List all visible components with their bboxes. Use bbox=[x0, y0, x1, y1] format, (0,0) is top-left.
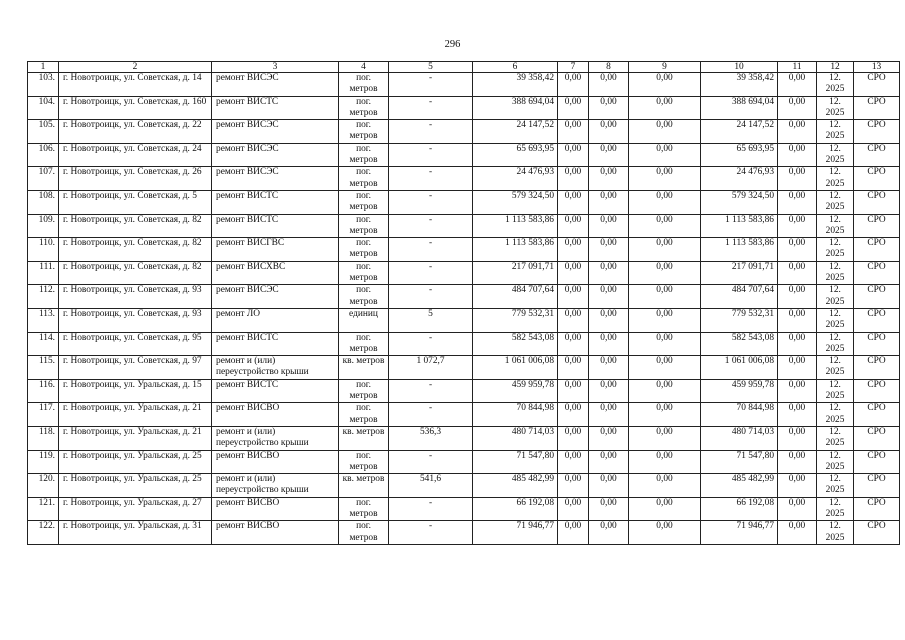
cell-col-8: 0,00 bbox=[589, 120, 629, 144]
cell-col-7: 0,00 bbox=[558, 356, 589, 380]
cell-total-cost: 70 844,98 bbox=[473, 403, 558, 427]
cell-col-8: 0,00 bbox=[589, 214, 629, 238]
cell-quantity: 5 bbox=[389, 308, 473, 332]
cell-col-10: 480 714,03 bbox=[701, 426, 778, 450]
cell-col-7: 0,00 bbox=[558, 521, 589, 545]
cell-col-8: 0,00 bbox=[589, 167, 629, 191]
cell-deadline: 12. 2025 bbox=[817, 332, 854, 356]
cell-total-cost: 582 543,08 bbox=[473, 332, 558, 356]
cell-row-number: 120. bbox=[28, 474, 59, 498]
table-row bbox=[28, 426, 900, 450]
cell-work-type: ремонт ВИСТС bbox=[212, 96, 339, 120]
cell-method: СРО bbox=[854, 497, 900, 521]
cell-deadline: 12. 2025 bbox=[817, 190, 854, 214]
cell-work-type: ремонт ВИСВО bbox=[212, 403, 339, 427]
cell-col-8: 0,00 bbox=[589, 426, 629, 450]
cell-work-type: ремонт ЛО bbox=[212, 308, 339, 332]
cell-col-7: 0,00 bbox=[558, 403, 589, 427]
cell-address: г. Новотроицк, ул. Уральская, д. 25 bbox=[59, 474, 212, 498]
cell-col-7: 0,00 bbox=[558, 238, 589, 262]
cell-col-10: 388 694,04 bbox=[701, 96, 778, 120]
cell-total-cost: 24 147,52 bbox=[473, 120, 558, 144]
cell-col-9: 0,00 bbox=[629, 308, 701, 332]
header-cell: 13 bbox=[854, 62, 900, 73]
cell-quantity: - bbox=[389, 96, 473, 120]
cell-col-10: 579 324,50 bbox=[701, 190, 778, 214]
cell-col-9: 0,00 bbox=[629, 214, 701, 238]
cell-col-9: 0,00 bbox=[629, 190, 701, 214]
cell-col-7: 0,00 bbox=[558, 73, 589, 97]
cell-col-8: 0,00 bbox=[589, 285, 629, 309]
cell-row-number: 103. bbox=[28, 73, 59, 97]
cell-row-number: 113. bbox=[28, 308, 59, 332]
cell-row-number: 114. bbox=[28, 332, 59, 356]
cell-col-8: 0,00 bbox=[589, 261, 629, 285]
cell-unit: кв. метров bbox=[339, 474, 389, 498]
cell-total-cost: 71 547,80 bbox=[473, 450, 558, 474]
cell-method: СРО bbox=[854, 450, 900, 474]
page-number: 296 bbox=[444, 39, 461, 50]
cell-address: г. Новотроицк, ул. Советская, д. 97 bbox=[59, 356, 212, 380]
cell-address: г. Новотроицк, ул. Советская, д. 82 bbox=[59, 214, 212, 238]
cell-total-cost: 1 113 583,86 bbox=[473, 214, 558, 238]
cell-col-8: 0,00 bbox=[589, 238, 629, 262]
cell-col-7: 0,00 bbox=[558, 379, 589, 403]
table-row bbox=[28, 261, 900, 285]
cell-address: г. Новотроицк, ул. Уральская, д. 25 bbox=[59, 450, 212, 474]
cell-col-11: 0,00 bbox=[778, 521, 817, 545]
cell-quantity: - bbox=[389, 332, 473, 356]
cell-col-11: 0,00 bbox=[778, 167, 817, 191]
cell-address: г. Новотроицк, ул. Советская, д. 82 bbox=[59, 261, 212, 285]
header-cell: 12 bbox=[817, 62, 854, 73]
table-body bbox=[28, 62, 900, 545]
cell-method: СРО bbox=[854, 474, 900, 498]
cell-method: СРО bbox=[854, 167, 900, 191]
cell-work-type: ремонт ВИСТС bbox=[212, 332, 339, 356]
cell-col-9: 0,00 bbox=[629, 285, 701, 309]
cell-address: г. Новотроицк, ул. Советская, д. 95 bbox=[59, 332, 212, 356]
cell-row-number: 104. bbox=[28, 96, 59, 120]
cell-unit: пог. метров bbox=[339, 73, 389, 97]
cell-row-number: 122. bbox=[28, 521, 59, 545]
cell-work-type: ремонт и (или) переустройство крыши bbox=[212, 426, 339, 450]
cell-method: СРО bbox=[854, 214, 900, 238]
cell-row-number: 112. bbox=[28, 285, 59, 309]
cell-col-10: 70 844,98 bbox=[701, 403, 778, 427]
cell-col-11: 0,00 bbox=[778, 261, 817, 285]
cell-row-number: 119. bbox=[28, 450, 59, 474]
header-cell: 1 bbox=[28, 62, 59, 73]
cell-row-number: 108. bbox=[28, 190, 59, 214]
cell-col-10: 24 147,52 bbox=[701, 120, 778, 144]
cell-unit: пог. метров bbox=[339, 190, 389, 214]
cell-quantity: - bbox=[389, 214, 473, 238]
header-cell: 10 bbox=[701, 62, 778, 73]
cell-row-number: 121. bbox=[28, 497, 59, 521]
table-row bbox=[28, 238, 900, 262]
cell-deadline: 12. 2025 bbox=[817, 120, 854, 144]
table-row bbox=[28, 474, 900, 498]
table-row bbox=[28, 120, 900, 144]
cell-unit: пог. метров bbox=[339, 403, 389, 427]
cell-work-type: ремонт ВИСХВС bbox=[212, 261, 339, 285]
cell-col-11: 0,00 bbox=[778, 497, 817, 521]
cell-col-7: 0,00 bbox=[558, 474, 589, 498]
cell-col-8: 0,00 bbox=[589, 450, 629, 474]
cell-quantity: - bbox=[389, 73, 473, 97]
cell-address: г. Новотроицк, ул. Уральская, д. 31 bbox=[59, 521, 212, 545]
table-row bbox=[28, 521, 900, 545]
cell-col-7: 0,00 bbox=[558, 120, 589, 144]
cell-unit: пог. метров bbox=[339, 450, 389, 474]
cell-col-11: 0,00 bbox=[778, 474, 817, 498]
cell-deadline: 12. 2025 bbox=[817, 238, 854, 262]
header-row bbox=[28, 62, 900, 73]
cell-method: СРО bbox=[854, 120, 900, 144]
cell-unit: пог. метров bbox=[339, 96, 389, 120]
cell-address: г. Новотроицк, ул. Советская, д. 82 bbox=[59, 238, 212, 262]
cell-address: г. Новотроицк, ул. Советская, д. 93 bbox=[59, 285, 212, 309]
cell-col-10: 39 358,42 bbox=[701, 73, 778, 97]
cell-work-type: ремонт ВИСТС bbox=[212, 190, 339, 214]
table-row bbox=[28, 332, 900, 356]
cell-quantity: - bbox=[389, 379, 473, 403]
cell-col-11: 0,00 bbox=[778, 143, 817, 167]
table-row bbox=[28, 167, 900, 191]
cell-quantity: - bbox=[389, 403, 473, 427]
cell-col-9: 0,00 bbox=[629, 450, 701, 474]
cell-col-7: 0,00 bbox=[558, 450, 589, 474]
cell-row-number: 116. bbox=[28, 379, 59, 403]
cell-col-8: 0,00 bbox=[589, 73, 629, 97]
cell-col-11: 0,00 bbox=[778, 356, 817, 380]
cell-unit: пог. метров bbox=[339, 332, 389, 356]
cell-col-8: 0,00 bbox=[589, 96, 629, 120]
cell-deadline: 12. 2025 bbox=[817, 261, 854, 285]
header-cell: 6 bbox=[473, 62, 558, 73]
cell-unit: пог. метров bbox=[339, 238, 389, 262]
cell-col-11: 0,00 bbox=[778, 379, 817, 403]
cell-work-type: ремонт ВИСВО bbox=[212, 521, 339, 545]
works-table bbox=[27, 61, 900, 545]
cell-deadline: 12. 2025 bbox=[817, 214, 854, 238]
cell-col-11: 0,00 bbox=[778, 450, 817, 474]
cell-address: г. Новотроицк, ул. Уральская, д. 21 bbox=[59, 426, 212, 450]
cell-col-9: 0,00 bbox=[629, 474, 701, 498]
cell-col-9: 0,00 bbox=[629, 238, 701, 262]
cell-address: г. Новотроицк, ул. Уральская, д. 15 bbox=[59, 379, 212, 403]
cell-col-8: 0,00 bbox=[589, 190, 629, 214]
header-cell: 2 bbox=[59, 62, 212, 73]
cell-method: СРО bbox=[854, 238, 900, 262]
cell-col-8: 0,00 bbox=[589, 308, 629, 332]
cell-col-9: 0,00 bbox=[629, 167, 701, 191]
table-row bbox=[28, 143, 900, 167]
cell-unit: кв. метров bbox=[339, 356, 389, 380]
cell-unit: пог. метров bbox=[339, 120, 389, 144]
table-row bbox=[28, 73, 900, 97]
cell-quantity: - bbox=[389, 285, 473, 309]
table-row bbox=[28, 308, 900, 332]
cell-col-10: 779 532,31 bbox=[701, 308, 778, 332]
cell-col-11: 0,00 bbox=[778, 73, 817, 97]
table-row bbox=[28, 96, 900, 120]
cell-col-10: 1 061 006,08 bbox=[701, 356, 778, 380]
cell-work-type: ремонт ВИСЭС bbox=[212, 73, 339, 97]
cell-total-cost: 579 324,50 bbox=[473, 190, 558, 214]
cell-col-7: 0,00 bbox=[558, 143, 589, 167]
cell-quantity: 536,3 bbox=[389, 426, 473, 450]
cell-col-8: 0,00 bbox=[589, 474, 629, 498]
cell-method: СРО bbox=[854, 261, 900, 285]
cell-col-9: 0,00 bbox=[629, 356, 701, 380]
cell-deadline: 12. 2025 bbox=[817, 450, 854, 474]
cell-col-10: 1 113 583,86 bbox=[701, 238, 778, 262]
cell-unit: пог. метров bbox=[339, 143, 389, 167]
cell-col-11: 0,00 bbox=[778, 214, 817, 238]
cell-method: СРО bbox=[854, 308, 900, 332]
cell-address: г. Новотроицк, ул. Советская, д. 22 bbox=[59, 120, 212, 144]
header-cell: 5 bbox=[389, 62, 473, 73]
cell-quantity: - bbox=[389, 450, 473, 474]
cell-col-10: 71 547,80 bbox=[701, 450, 778, 474]
cell-col-9: 0,00 bbox=[629, 521, 701, 545]
cell-total-cost: 66 192,08 bbox=[473, 497, 558, 521]
cell-method: СРО bbox=[854, 426, 900, 450]
cell-method: СРО bbox=[854, 332, 900, 356]
cell-unit: пог. метров bbox=[339, 261, 389, 285]
cell-col-10: 582 543,08 bbox=[701, 332, 778, 356]
cell-method: СРО bbox=[854, 379, 900, 403]
cell-col-8: 0,00 bbox=[589, 497, 629, 521]
cell-col-9: 0,00 bbox=[629, 261, 701, 285]
table-row bbox=[28, 403, 900, 427]
header-cell: 4 bbox=[339, 62, 389, 73]
cell-total-cost: 779 532,31 bbox=[473, 308, 558, 332]
header-cell: 7 bbox=[558, 62, 589, 73]
cell-col-8: 0,00 bbox=[589, 521, 629, 545]
cell-total-cost: 388 694,04 bbox=[473, 96, 558, 120]
cell-total-cost: 480 714,03 bbox=[473, 426, 558, 450]
cell-col-9: 0,00 bbox=[629, 332, 701, 356]
cell-quantity: - bbox=[389, 238, 473, 262]
cell-deadline: 12. 2025 bbox=[817, 497, 854, 521]
cell-col-10: 484 707,64 bbox=[701, 285, 778, 309]
cell-quantity: - bbox=[389, 497, 473, 521]
cell-method: СРО bbox=[854, 356, 900, 380]
cell-quantity: - bbox=[389, 143, 473, 167]
cell-col-7: 0,00 bbox=[558, 214, 589, 238]
cell-col-7: 0,00 bbox=[558, 261, 589, 285]
cell-col-8: 0,00 bbox=[589, 403, 629, 427]
cell-col-7: 0,00 bbox=[558, 285, 589, 309]
cell-deadline: 12. 2025 bbox=[817, 379, 854, 403]
cell-address: г. Новотроицк, ул. Советская, д. 5 bbox=[59, 190, 212, 214]
cell-address: г. Новотроицк, ул. Уральская, д. 27 bbox=[59, 497, 212, 521]
cell-method: СРО bbox=[854, 190, 900, 214]
cell-method: СРО bbox=[854, 73, 900, 97]
cell-col-11: 0,00 bbox=[778, 426, 817, 450]
cell-work-type: ремонт ВИСТС bbox=[212, 214, 339, 238]
cell-work-type: ремонт ВИСВО bbox=[212, 497, 339, 521]
cell-unit: пог. метров bbox=[339, 521, 389, 545]
cell-work-type: ремонт ВИСЭС bbox=[212, 143, 339, 167]
cell-col-9: 0,00 bbox=[629, 426, 701, 450]
cell-total-cost: 71 946,77 bbox=[473, 521, 558, 545]
table-row bbox=[28, 356, 900, 380]
cell-col-8: 0,00 bbox=[589, 332, 629, 356]
table-row bbox=[28, 285, 900, 309]
cell-unit: пог. метров bbox=[339, 167, 389, 191]
cell-deadline: 12. 2025 bbox=[817, 356, 854, 380]
cell-col-10: 24 476,93 bbox=[701, 167, 778, 191]
cell-unit: кв. метров bbox=[339, 426, 389, 450]
cell-col-10: 1 113 583,86 bbox=[701, 214, 778, 238]
cell-deadline: 12. 2025 bbox=[817, 73, 854, 97]
cell-col-9: 0,00 bbox=[629, 379, 701, 403]
cell-unit: пог. метров bbox=[339, 285, 389, 309]
cell-quantity: - bbox=[389, 521, 473, 545]
cell-col-7: 0,00 bbox=[558, 167, 589, 191]
cell-col-11: 0,00 bbox=[778, 190, 817, 214]
cell-col-7: 0,00 bbox=[558, 96, 589, 120]
cell-total-cost: 217 091,71 bbox=[473, 261, 558, 285]
cell-quantity: - bbox=[389, 120, 473, 144]
cell-address: г. Новотроицк, ул. Советская, д. 24 bbox=[59, 143, 212, 167]
cell-total-cost: 39 358,42 bbox=[473, 73, 558, 97]
table-row bbox=[28, 450, 900, 474]
table-row bbox=[28, 497, 900, 521]
cell-col-10: 485 482,99 bbox=[701, 474, 778, 498]
cell-row-number: 107. bbox=[28, 167, 59, 191]
cell-col-9: 0,00 bbox=[629, 143, 701, 167]
cell-total-cost: 1 113 583,86 bbox=[473, 238, 558, 262]
cell-address: г. Новотроицк, ул. Советская, д. 14 bbox=[59, 73, 212, 97]
cell-row-number: 118. bbox=[28, 426, 59, 450]
cell-quantity: - bbox=[389, 261, 473, 285]
table-row bbox=[28, 190, 900, 214]
cell-col-8: 0,00 bbox=[589, 356, 629, 380]
cell-deadline: 12. 2025 bbox=[817, 426, 854, 450]
cell-col-9: 0,00 bbox=[629, 403, 701, 427]
cell-col-7: 0,00 bbox=[558, 426, 589, 450]
cell-address: г. Новотроицк, ул. Советская, д. 26 bbox=[59, 167, 212, 191]
cell-total-cost: 24 476,93 bbox=[473, 167, 558, 191]
cell-total-cost: 484 707,64 bbox=[473, 285, 558, 309]
cell-method: СРО bbox=[854, 96, 900, 120]
table-row bbox=[28, 214, 900, 238]
cell-col-8: 0,00 bbox=[589, 143, 629, 167]
cell-unit: пог. метров bbox=[339, 379, 389, 403]
cell-col-9: 0,00 bbox=[629, 73, 701, 97]
cell-unit: пог. метров bbox=[339, 497, 389, 521]
cell-quantity: 541,6 bbox=[389, 474, 473, 498]
cell-row-number: 110. bbox=[28, 238, 59, 262]
cell-row-number: 117. bbox=[28, 403, 59, 427]
cell-work-type: ремонт ВИСГВС bbox=[212, 238, 339, 262]
cell-method: СРО bbox=[854, 285, 900, 309]
cell-deadline: 12. 2025 bbox=[817, 308, 854, 332]
cell-col-11: 0,00 bbox=[778, 285, 817, 309]
cell-col-11: 0,00 bbox=[778, 308, 817, 332]
cell-deadline: 12. 2025 bbox=[817, 474, 854, 498]
cell-deadline: 12. 2025 bbox=[817, 143, 854, 167]
table-row bbox=[28, 379, 900, 403]
header-cell: 11 bbox=[778, 62, 817, 73]
cell-row-number: 105. bbox=[28, 120, 59, 144]
cell-deadline: 12. 2025 bbox=[817, 403, 854, 427]
cell-col-8: 0,00 bbox=[589, 379, 629, 403]
cell-address: г. Новотроицк, ул. Советская, д. 160 bbox=[59, 96, 212, 120]
cell-col-10: 71 946,77 bbox=[701, 521, 778, 545]
cell-work-type: ремонт ВИСЭС bbox=[212, 120, 339, 144]
cell-quantity: 1 072,7 bbox=[389, 356, 473, 380]
cell-col-7: 0,00 bbox=[558, 308, 589, 332]
cell-col-7: 0,00 bbox=[558, 332, 589, 356]
cell-method: СРО bbox=[854, 403, 900, 427]
cell-total-cost: 1 061 006,08 bbox=[473, 356, 558, 380]
cell-unit: пог. метров bbox=[339, 214, 389, 238]
cell-col-10: 66 192,08 bbox=[701, 497, 778, 521]
cell-address: г. Новотроицк, ул. Уральская, д. 21 bbox=[59, 403, 212, 427]
header-cell: 9 bbox=[629, 62, 701, 73]
cell-method: СРО bbox=[854, 143, 900, 167]
cell-work-type: ремонт и (или) переустройство крыши bbox=[212, 356, 339, 380]
cell-work-type: ремонт ВИСЭС bbox=[212, 285, 339, 309]
cell-deadline: 12. 2025 bbox=[817, 96, 854, 120]
cell-quantity: - bbox=[389, 167, 473, 191]
cell-deadline: 12. 2025 bbox=[817, 167, 854, 191]
cell-col-11: 0,00 bbox=[778, 96, 817, 120]
cell-row-number: 106. bbox=[28, 143, 59, 167]
cell-col-9: 0,00 bbox=[629, 497, 701, 521]
cell-work-type: ремонт и (или) переустройство крыши bbox=[212, 474, 339, 498]
cell-deadline: 12. 2025 bbox=[817, 285, 854, 309]
header-cell: 3 bbox=[212, 62, 339, 73]
cell-col-11: 0,00 bbox=[778, 403, 817, 427]
cell-work-type: ремонт ВИСВО bbox=[212, 450, 339, 474]
cell-col-11: 0,00 bbox=[778, 332, 817, 356]
cell-method: СРО bbox=[854, 521, 900, 545]
cell-col-7: 0,00 bbox=[558, 190, 589, 214]
cell-row-number: 109. bbox=[28, 214, 59, 238]
cell-deadline: 12. 2025 bbox=[817, 521, 854, 545]
cell-col-7: 0,00 bbox=[558, 497, 589, 521]
cell-total-cost: 459 959,78 bbox=[473, 379, 558, 403]
cell-row-number: 111. bbox=[28, 261, 59, 285]
cell-col-10: 459 959,78 bbox=[701, 379, 778, 403]
cell-col-10: 65 693,95 bbox=[701, 143, 778, 167]
cell-col-11: 0,00 bbox=[778, 238, 817, 262]
cell-total-cost: 485 482,99 bbox=[473, 474, 558, 498]
cell-unit: единиц bbox=[339, 308, 389, 332]
cell-work-type: ремонт ВИСЭС bbox=[212, 167, 339, 191]
cell-quantity: - bbox=[389, 190, 473, 214]
cell-total-cost: 65 693,95 bbox=[473, 143, 558, 167]
cell-col-10: 217 091,71 bbox=[701, 261, 778, 285]
cell-col-9: 0,00 bbox=[629, 120, 701, 144]
cell-work-type: ремонт ВИСТС bbox=[212, 379, 339, 403]
cell-col-9: 0,00 bbox=[629, 96, 701, 120]
cell-address: г. Новотроицк, ул. Советская, д. 93 bbox=[59, 308, 212, 332]
cell-col-11: 0,00 bbox=[778, 120, 817, 144]
header-cell: 8 bbox=[589, 62, 629, 73]
cell-row-number: 115. bbox=[28, 356, 59, 380]
